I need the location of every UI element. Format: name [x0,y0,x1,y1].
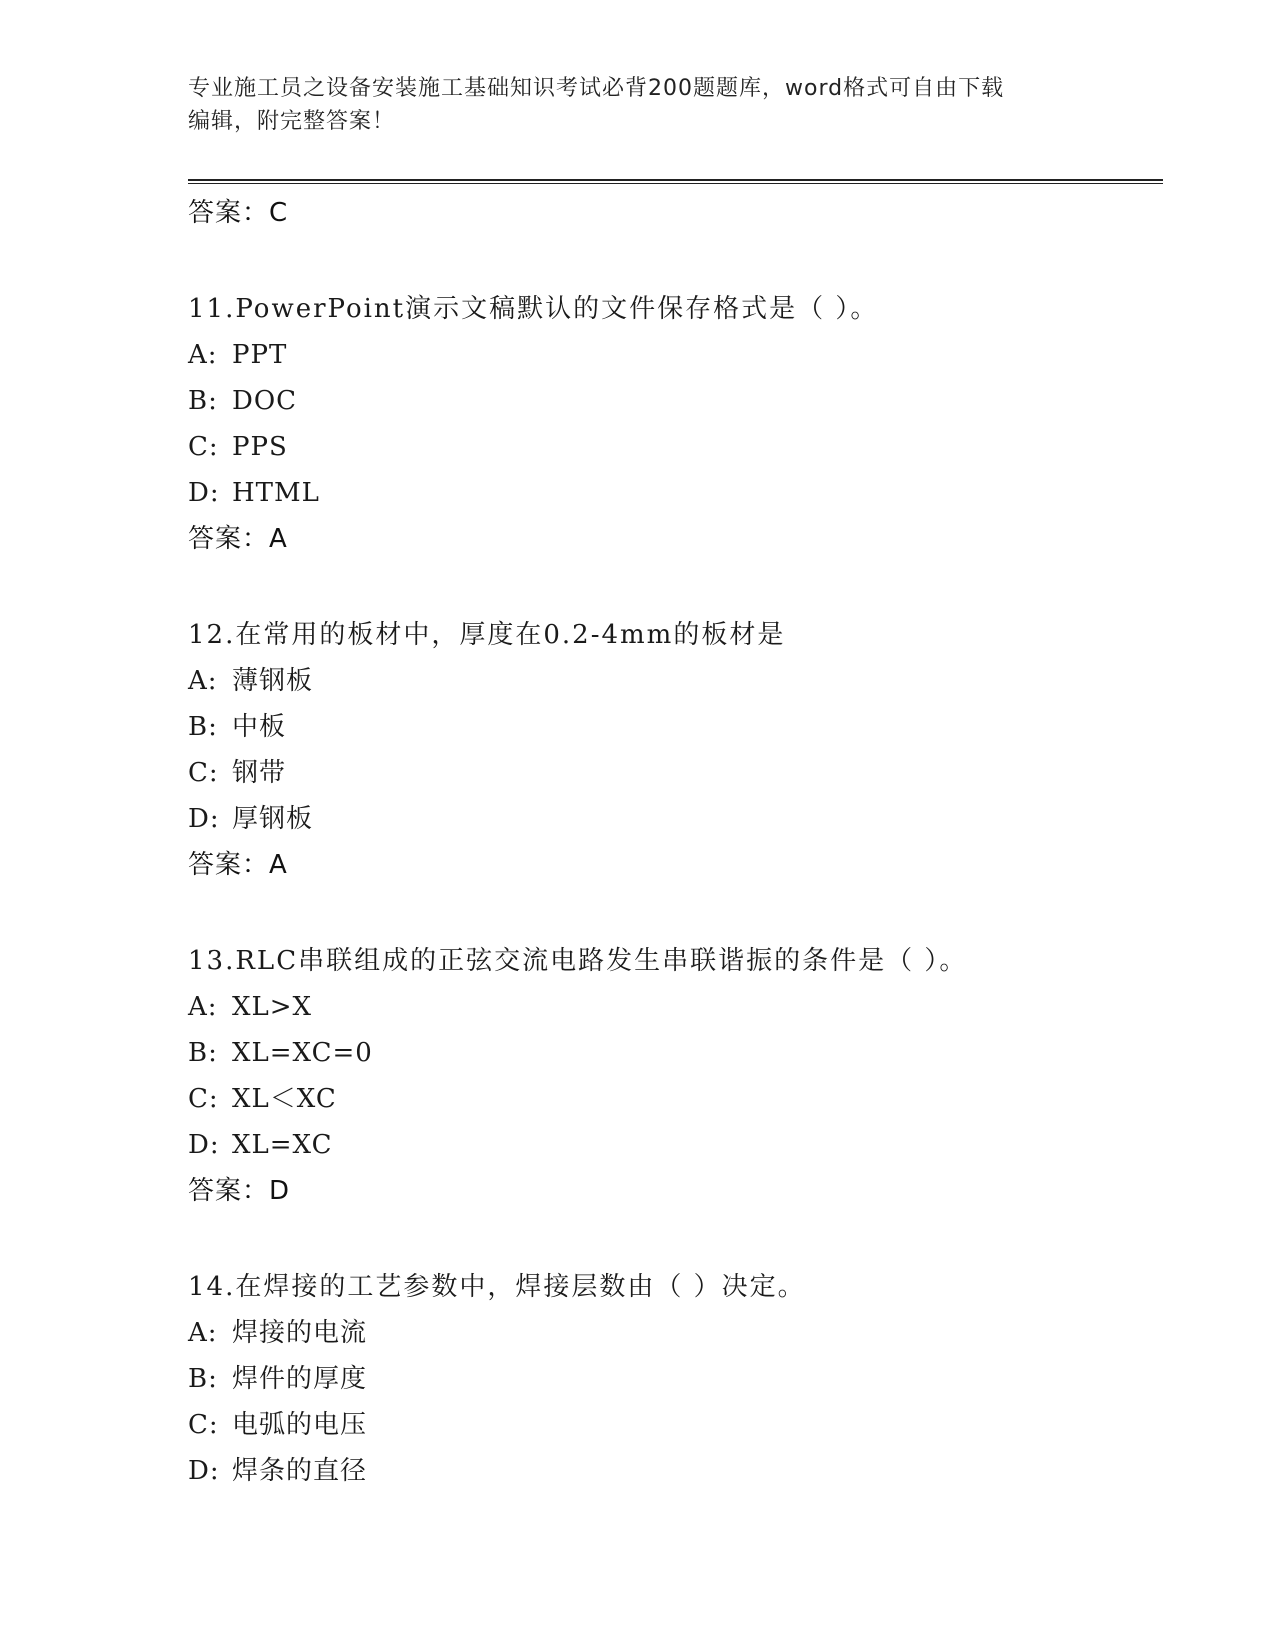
answer-label: 答案： [188,1176,270,1206]
question-block [188,286,1163,562]
option-text: 钢带 [232,758,287,788]
option-letter: C: [188,1410,219,1440]
option-letter: A: [188,666,218,696]
option-letter: A: [188,340,218,370]
option-text: 厚钢板 [232,804,314,834]
option-b [188,1356,1163,1402]
question-text: 11.PowerPoint演示文稿默认的文件保存格式是（ ）。 [188,294,879,324]
option-c [188,1402,1163,1448]
answer-value: A [269,850,287,880]
header-line-2: 编辑，附完整答案！ [188,109,396,134]
option-letter: A: [188,992,218,1022]
option-text: 薄钢板 [232,666,314,696]
option-a [188,332,1163,378]
option-d [188,796,1163,842]
answer-label: 答案： [188,198,270,228]
answer-line [188,516,1163,562]
option-text: XL>X [232,992,313,1022]
answer-line [188,190,1163,236]
option-a [188,658,1163,704]
option-c [188,750,1163,796]
question-block [188,1264,1163,1494]
answer-label: 答案： [188,850,270,880]
option-letter: A: [188,1318,218,1348]
option-text: HTML [232,478,320,508]
question-text: 13.RLC串联组成的正弦交流电路发生串联谐振的条件是（ ）。 [188,946,968,976]
answer-value: C [269,198,288,228]
option-text: 焊件的厚度 [232,1364,368,1394]
option-d [188,1122,1163,1168]
option-text: 电弧的电压 [232,1410,368,1440]
option-letter: D: [188,478,220,508]
option-letter: B: [188,712,218,742]
option-letter: D: [188,1456,220,1486]
document-header [188,72,1088,138]
option-text: XL=XC [232,1130,333,1160]
option-a [188,1310,1163,1356]
option-text: 中板 [232,712,287,742]
option-letter: B: [188,386,218,416]
answer-label: 答案： [188,524,270,554]
option-letter: C: [188,1084,219,1114]
option-text: PPS [232,432,288,462]
option-letter: C: [188,432,219,462]
option-d [188,1448,1163,1494]
answer-value: A [269,524,287,554]
option-letter: B: [188,1038,218,1068]
question-text: 12.在常用的板材中，厚度在0.2-4mm的板材是 [188,620,786,650]
option-text: 焊接的电流 [232,1318,368,1348]
option-b [188,704,1163,750]
option-letter: D: [188,1130,220,1160]
question-text: 14.在焊接的工艺参数中，焊接层数由（ ）决定。 [188,1272,806,1302]
option-a [188,984,1163,1030]
option-text: XL=XC=0 [232,1038,373,1068]
question-list [188,190,1163,1494]
option-letter: B: [188,1364,218,1394]
option-letter: C: [188,758,219,788]
option-text: PPT [232,340,288,370]
answer-value: D [269,1176,290,1206]
option-text: DOC [232,386,298,416]
option-c [188,424,1163,470]
header-divider [188,179,1163,184]
option-letter: D: [188,804,220,834]
option-d [188,470,1163,516]
option-b [188,1030,1163,1076]
question-block [188,938,1163,1214]
header-line-1: 专业施工员之设备安装施工基础知识考试必背200题题库，word格式可自由下载 [188,76,1005,101]
option-c [188,1076,1163,1122]
answer-line [188,1168,1163,1214]
option-text: XL＜XC [232,1084,337,1114]
answer-line [188,842,1163,888]
option-b [188,378,1163,424]
question-block [188,612,1163,888]
option-text: 焊条的直径 [232,1456,368,1486]
